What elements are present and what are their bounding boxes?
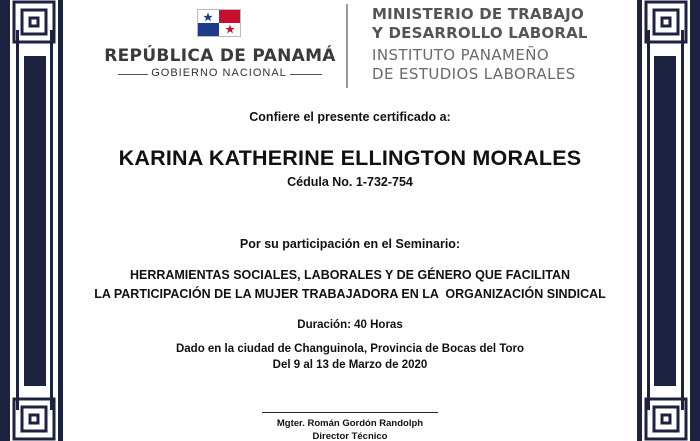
issue-place: Dado en la ciudad de Changuinola, Provincia de Bocas del Toro	[175, 343, 525, 355]
panama-flag-icon	[197, 9, 241, 37]
government-subtitle: GOBIERNO NACIONAL	[151, 67, 287, 79]
right-border-ornament	[624, 0, 700, 441]
seminar-title-line-2: LA PARTICIPACIÓN DE LA MUJER TRABAJADORA EN LA ORGANIZACIÓN SINDICAL	[94, 287, 606, 301]
header-divider	[346, 4, 348, 88]
seminar-title-line-1: HERRAMIENTAS SOCIALES, LABORALES Y DE GÉNERO QUE FACILITAN	[129, 268, 571, 282]
ministry-line-2: Y DESARROLLO LABORAL	[372, 24, 588, 42]
recipient-name: KARINA KATHERINE ELLINGTON MORALES	[118, 146, 582, 170]
certificate-intro: Confiere el presente certificado a:	[249, 110, 451, 124]
participation-text: Por su participación en el Seminario:	[239, 237, 461, 251]
issue-dates: Del 9 al 13 de Marzo de 2020	[272, 359, 428, 371]
recipient-cedula: Cédula No. 1-732-754	[287, 175, 413, 189]
ministry-line-1: MINISTERIO DE TRABAJO	[372, 5, 584, 23]
seminar-title	[90, 266, 610, 304]
signature-line	[262, 412, 438, 413]
country-title: REPÚBLICA DE PANAMÁ	[104, 46, 336, 66]
government-rule-right	[290, 74, 322, 75]
signatory-name: Mgter. Román Gordón Randolph	[276, 418, 424, 429]
institute-line-1: INSTITUTO PANAMEÑO	[372, 46, 550, 64]
government-rule-left	[118, 74, 148, 75]
signatory-role: Director Técnico	[312, 431, 388, 441]
left-border-ornament	[0, 0, 76, 441]
duration-text: Duración: 40 Horas	[297, 319, 403, 331]
institute-line-2: DE ESTUDIOS LABORALES	[372, 65, 576, 83]
issue-info	[90, 341, 610, 373]
